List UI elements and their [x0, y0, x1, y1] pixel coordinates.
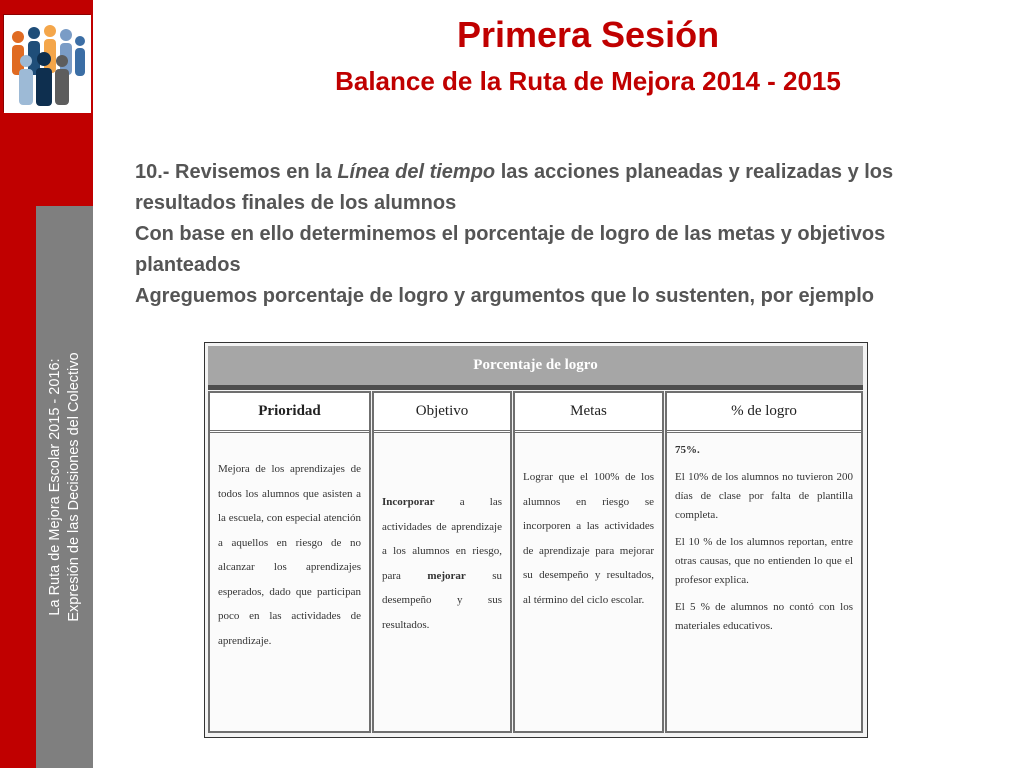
column-header: Metas — [515, 393, 662, 433]
table-cell — [667, 435, 861, 731]
column-objetivo — [372, 391, 512, 733]
instruction-3: Agreguemos porcentaje de logro y argumentos que lo sustenten, por ejemplo — [135, 285, 875, 307]
column-header: Objetivo — [374, 393, 510, 433]
logro-reason-2: El 10 % de los alumnos reportan, entre otras causas, que no entienden lo que el profesor explica. — [675, 536, 853, 586]
column-metas — [513, 391, 664, 733]
sidebar-caption-line1: La Ruta de Mejora Escolar 2015 - 2016: — [46, 358, 63, 616]
logro-reason-3: El 5 % de alumnos no contó con los materiales educativos. — [675, 601, 853, 632]
page-title: Primera Sesión — [456, 14, 720, 55]
table-cell: Incorporar a las actividades de aprendizaje a los alumnos en riesgo, para mejorar su desempeño y sus resultados. — [382, 496, 502, 631]
column-prioridad — [208, 391, 371, 733]
table-cell: Lograr que el 100% de los alumnos en riesgo se incorporen a las actividades de aprendizaje para mejorar su desempeño y resultados, al término del ciclo escolar. — [523, 471, 654, 606]
instruction-1: 10.- Revisemos en la Línea del tiempo las acciones planeadas y realizadas y los resultados finales de los alumnos — [135, 161, 894, 214]
table-header: Porcentaje de logro — [208, 346, 863, 390]
instruction-2: Con base en ello determinemos el porcentaje de logro de las metas y objetivos planteados — [135, 223, 886, 276]
sidebar-caption — [36, 206, 93, 768]
table-grid — [208, 391, 863, 733]
column-header: % de logro — [667, 393, 861, 433]
logro-reason-1: El 10% de los alumnos no tuvieron 200 días de clase por falta de plantilla completa. — [675, 471, 853, 521]
instructions — [135, 157, 990, 312]
table-cell: Mejora de los aprendizajes de todos los alumnos que asisten a la escuela, con especial atención a aquellos en riesgo de no alcanzar los aprendizajes esperados, dado que participan poco en las actividades de aprendizaje. — [218, 463, 361, 647]
sidebar-caption-line2: Expresión de las Decisiones del Colectivo — [65, 352, 82, 622]
column-header: Prioridad — [210, 393, 369, 433]
timeline-term: Línea del tiempo — [337, 161, 496, 183]
page-subtitle: Balance de la Ruta de Mejora 2014 - 2015 — [335, 66, 841, 96]
logro-percent: 75%. — [675, 444, 700, 456]
logro-table — [204, 342, 868, 738]
column-logro — [665, 391, 863, 733]
